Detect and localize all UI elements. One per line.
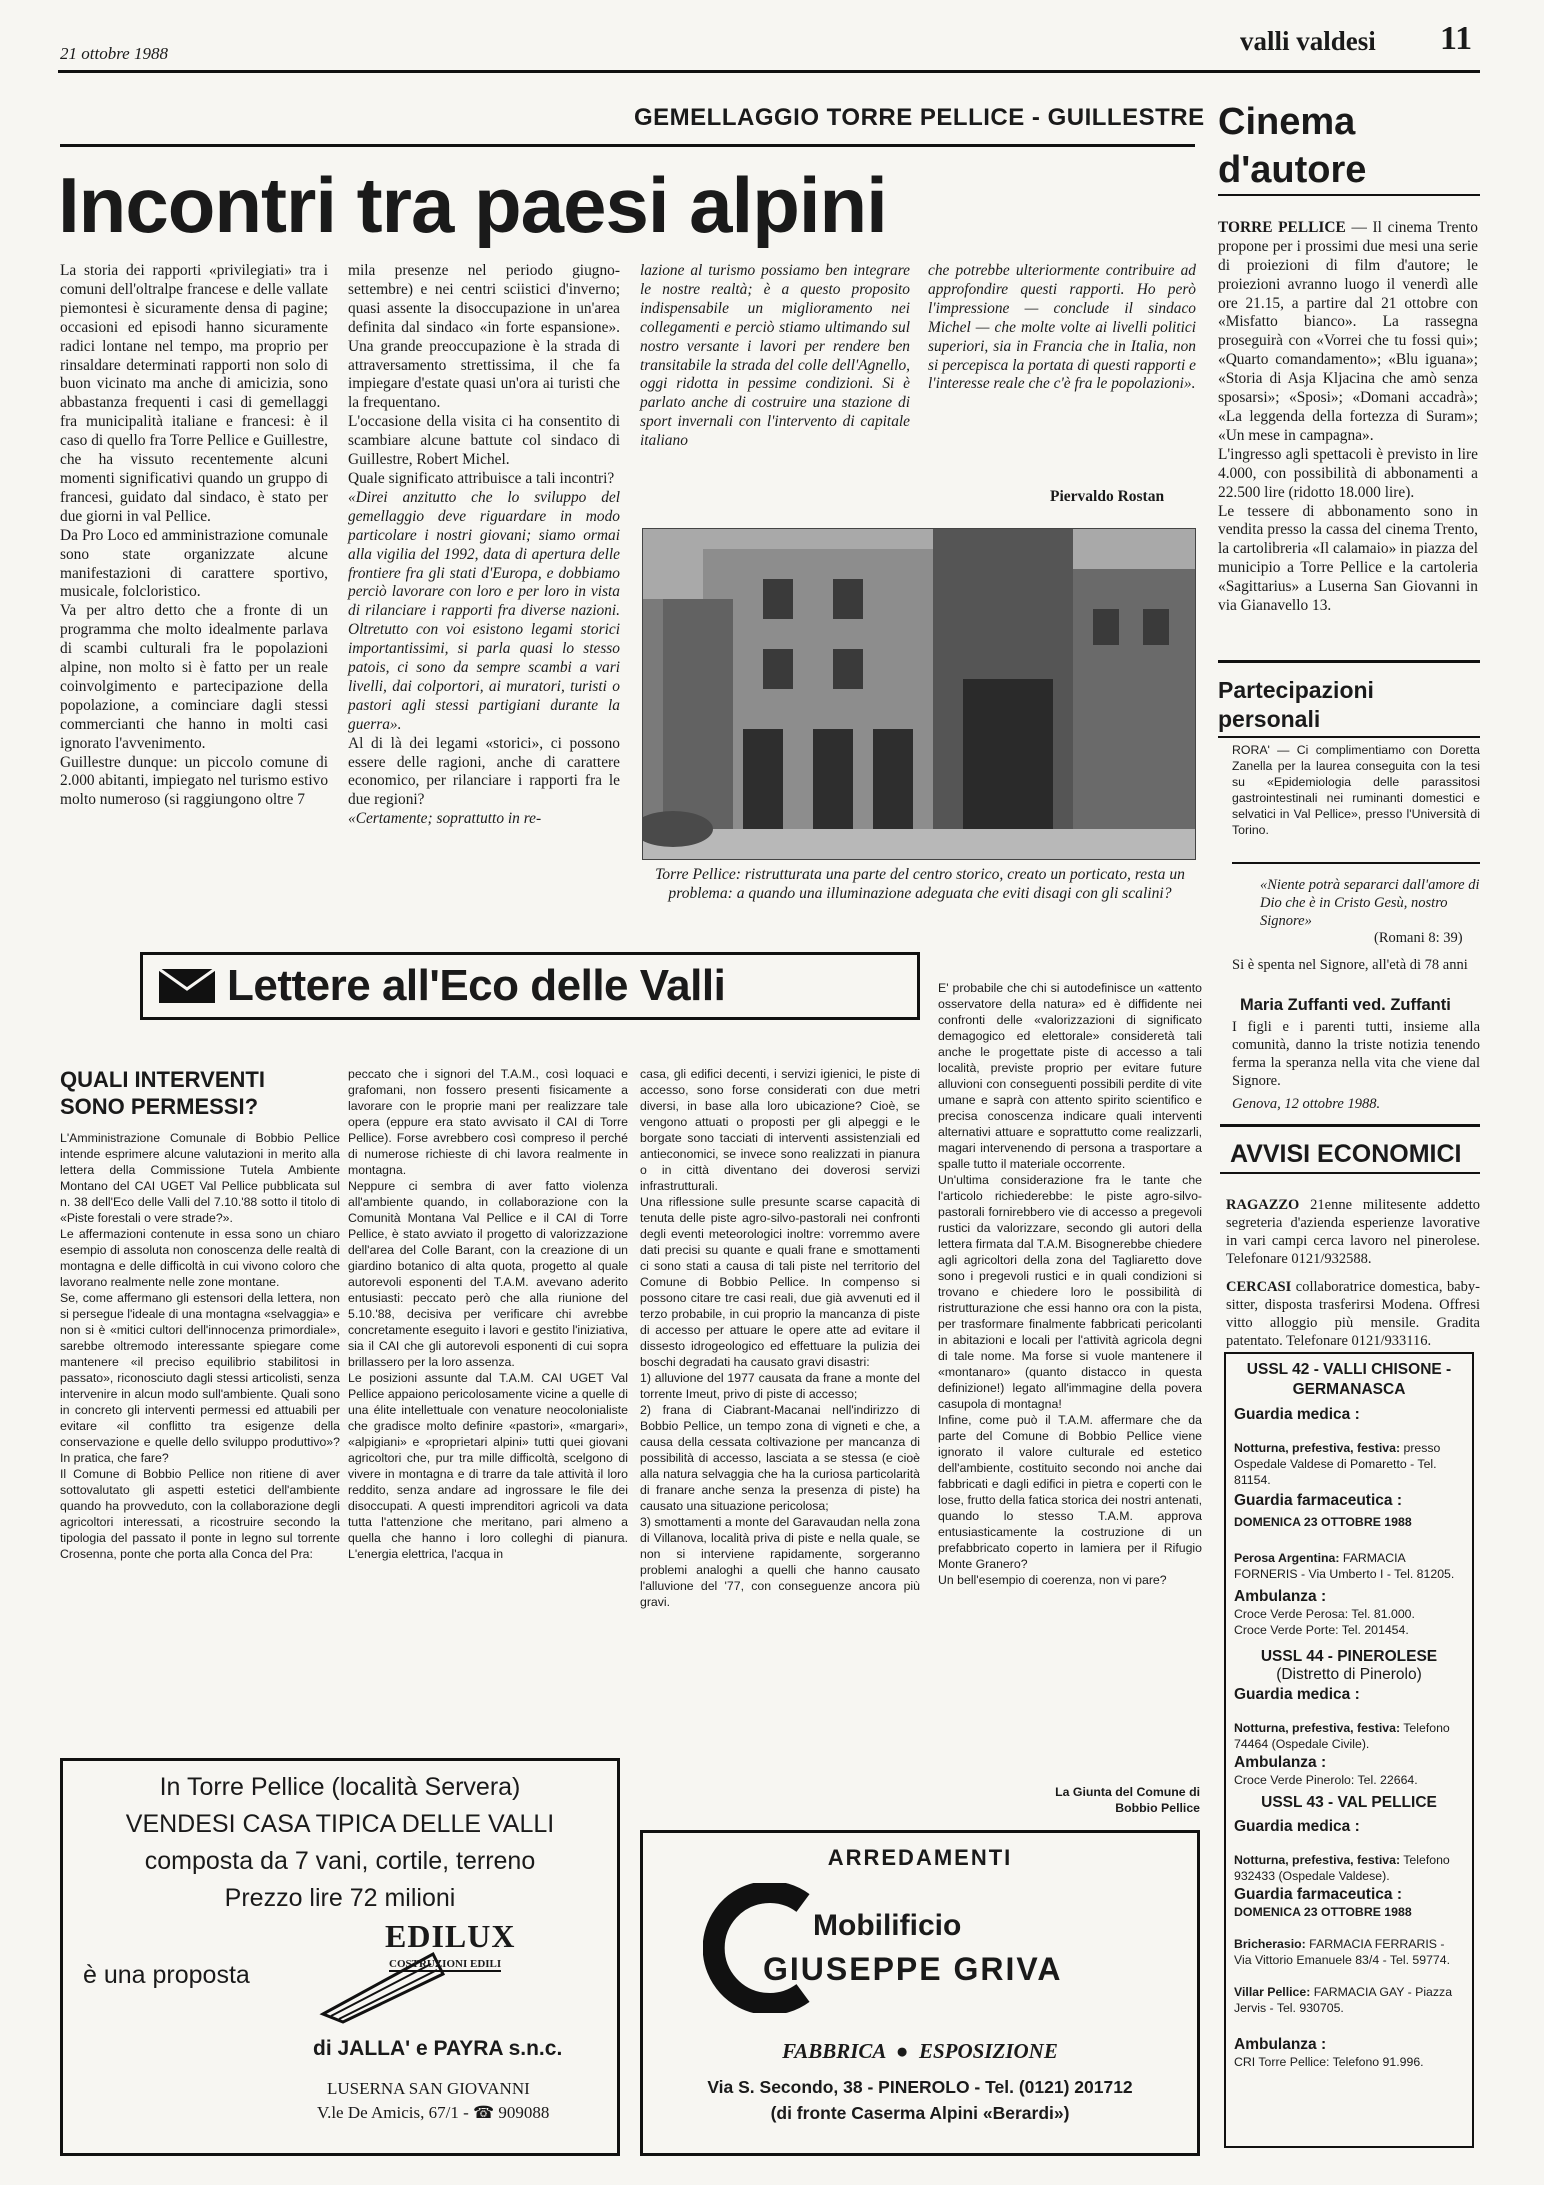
griva-address-2: (di fronte Caserma Alpini «Berardi») xyxy=(770,2103,1070,2123)
griva-header: ARREDAMENTI xyxy=(827,1845,1013,1870)
avvisi-ad-1 xyxy=(1226,1178,1480,1268)
letters-signature: La Giunta del Comune di Bobbio Pellice xyxy=(1055,1785,1200,1815)
ussl-43-gf-text-1 xyxy=(1234,1920,1464,1968)
ussl-42-gf-text xyxy=(1234,1534,1464,1582)
ad-casa-line-2: VENDESI CASA TIPICA DELLE VALLI xyxy=(125,1810,555,1838)
avvisi-title: AVVISI ECONOMICI xyxy=(1230,1140,1462,1168)
ussl-44-amb-text: Croce Verde Pinerolo: Tel. 22664. xyxy=(1234,1773,1418,1787)
article-col4: che potrebbe ulteriormente contribuire ad approfondire questi rapporti. Ho però l'impressione — conclude il sindaco Michel — che molte volte ai livelli politici superiori, sia in Francia che in Italia, non si percepisca la portata di questi rapporti e l'interesse reale che c'è fra le popolazioni». xyxy=(928,262,1196,393)
ad-casa-proposta: è una proposta xyxy=(83,1961,250,1989)
article-title: Incontri tra paesi alpini xyxy=(58,161,887,249)
ussl-43-guardia-farmaceutica: Guardia farmaceutica : xyxy=(1234,1886,1402,1903)
ussl-44-gm-body: Telefono 74464 (Ospedale Civile). xyxy=(1234,1721,1450,1751)
griva-fabbrica-line xyxy=(643,2039,1197,2064)
ussl-42-guardia-medica: Guardia medica : xyxy=(1234,1406,1360,1423)
letters-col4: E' probabile che chi si autodefinisce un «attento osservatore della natura» ed è diffidente nei confronti delle «valorizzazioni di significato demagogico ed elettorale» consideretà tali anche le progettate piste di accesso a tali località, previste proprio per evitare future alluvioni con conseguenti possibili perdite di vite umane e saprà con attento spirito scientifico e precisa conoscenza indicare quali interventi alternativi attuare e soprattutto come realizzarli, magari intervenendo di persona a trasportare a spalle tutto il materiale occorrente. Un'ultima considerazione fra le tante che l'articolo richiederebbe: le piste agro-silvo-pastorali fornirebbero vie di accesso a pregevoli rustici da valorizzare, secondo gli autori della lettera firmata dal T.A.M. Bisognerebbe chiedere agli agricoltori della zona del Tagliaretto dove sono i pregevoli rustici e in quali condizioni si trovano e chiedere loro le possibilità di ristrutturazione che essi hanno ora con la pista, per trasformare finalmente fabbricati pericolanti in abitazioni e locali per l'attività agricola degni di tale nome. Ma forse si vuole mantenere il «montanaro» (quanto distacco in questa definizione!) legato all'immagine della povera casupola di montagna! Infine, come può il T.A.M. affermare che da parte del Comune di Bobbio Pellice viene ignorato il valore culturale ed estetico dell'ambiente, costituito secondo noi anche dai fabbricati e dagli edifici in pietra e coperti con le lose, frutto della fatica storica dei nostri antenati, quando lo stesso T.A.M. approva entusiasticamente la costruzione di un prefabbricato coperto in lamiera per il Rifugio Monte Granero? Un bell'esempio di coerenza, non vi pare? xyxy=(938,981,1202,1587)
ussl-42-ambulanza: Ambulanza : xyxy=(1234,1588,1327,1605)
avvisi-rule xyxy=(1220,1172,1480,1174)
letters-banner xyxy=(140,952,920,1020)
ussl-44-ambulanza: Ambulanza : xyxy=(1234,1754,1327,1771)
cinema-title: Cinema d'autore xyxy=(1218,101,1367,191)
letters-col1: L'Amministrazione Comunale di Bobbio Pellice intende esprimere alcune valutazioni in merito alla lettera della Commissione Tutela Ambiente Montano del CAI UGET Val Pellice pubblicata sul n. 38 dell'Eco delle Valli del 7.10.'88 sotto il titolo di «Piste forestali o vere strade?». Le affermazioni contenute in essa sono un chiaro esempio di assoluta non conoscenza delle realtà di montagna e delle difficoltà in cui vivono coloro che lavorano realmente nelle zone montane. Se, come affermano gli estensori della lettera, non si persegue l'ideale di una montagna «selvaggia» e non si è «mitici cultori dell'innocenza primordiale», sarebbe oltremodo interessante spiegare come mantenere «il preciso equilibrio stabilitosi in passato», riconosciuto dagli stessi articolisti, senza intervenire in alcun modo sull'ambiente. Quali sono in concreto gli interventi permessi ed attuabili per evitare «il conflitto tra esigenze della conservazione e quelle dello sviluppo produttivo»? In pratica, che fare? Il Comune di Bobbio Pellice non ritiene di aver sottovalutato gli aspetti estetici dell'ambiente quando ha provveduto, con la collaborazione degli agricoltori interessati, a ricostruire secondo la tipologia del passato il ponte in legno sul torrente Crosenna, ponte che porta alla Conca del Pra: xyxy=(60,1131,340,1561)
ad-casa-city: LUSERNA SAN GIOVANNI xyxy=(327,2079,530,2098)
ad-casa-firm: di JALLA' e PAYRA s.n.c. xyxy=(313,2037,563,2060)
partecipazioni-rule xyxy=(1218,736,1480,738)
ad-casa-line-3: composta da 7 vani, cortile, terreno xyxy=(144,1847,536,1875)
header-rule xyxy=(58,70,1480,73)
article-col1: La storia dei rapporti «privilegiati» tra i comuni dell'oltralpe francese e delle vallate piemontesi è sicuramente densa di pagine; occasioni ed episodi hanno sicuramente radici lontane nel tempo, ma proprio per rinsaldare determinati rapporti non solo di buon vicinato ma anche di amicizia, sono abbastanza frequenti i casi di gemellaggi fra municipalità italiane e francesi: è il caso di quello fra Torre Pellice e Guillestre, che ha vissuto recentemente alcuni momenti significativi quando un gruppo di francesi, guidato dal sindaco, è stato per due giorni in val Pellice. Da Pro Loco ed amministrazione comunale sono state organizzate alcune manifestazioni di carattere sportivo, musicale, folcloristico. Va per altro detto che a fronte di un programma che molto idealmente parlava di scambi culturali fra le popolazioni alpine, non molto si è fatto per un reale coinvolgimento e partecipazione della popolazione, a cominciare dagli stessi commercianti che hanno in molti casi ignorato l'avvenimento. Guillestre dunque: un piccolo comune di 2.000 abitanti, impiegato nel turismo estivo molto numeroso (si raggiungono oltre 7 xyxy=(60,262,329,809)
article-col2 xyxy=(348,262,620,829)
ussl-44-gm-lead: Notturna, prefestiva, festiva: xyxy=(1234,1721,1401,1735)
article-col2-question: Al di là dei legami «storici», ci possono essere delle ragioni, anche di carattere economico, per rilanciare i rapporti fra le due regioni? xyxy=(348,734,620,809)
ussl-44-subtitle: (Distretto di Pinerolo) xyxy=(1276,1666,1422,1683)
ussl-44-gm-text xyxy=(1234,1704,1464,1752)
article-col2-answer: «Certamente; soprattutto in re- xyxy=(348,810,542,828)
avvisi-ad-1-text: 21enne militesente addetto segreteria d'azienda esperienze lavorative in vari campi cerca lavoro nel pinerolese. Telefonare 0121/932588. xyxy=(1226,1197,1480,1267)
ussl-42-gf-body: FARMACIA FORNERIS - Via Umberto I - Tel. 81205. xyxy=(1234,1551,1455,1581)
ad-casa-line-4: Prezzo lire 72 milioni xyxy=(224,1884,456,1912)
newspaper-name: valli valdesi xyxy=(1240,26,1376,56)
ussl-43-gf1-lead: Bricherasio: xyxy=(1234,1937,1306,1951)
ussl-42-title: USSL 42 - VALLI CHISONE - GERMANASCA xyxy=(1246,1361,1452,1398)
letters-banner-text: Lettere all'Eco delle Valli xyxy=(227,961,726,1010)
letters-col3: casa, gli edifici decenti, i servizi igienici, le piste di accesso, sono forse considerati con due metri diversi, in base alla loro ubicazione? Cioè, se vengono attuati o proposti per gli alpeggi e le borgate sono tacciati di interventi assistenziali ed antieconomici, se invece sono realizzati in pianura o in città diventano dei doverosi servizi infrastrutturali. Una riflessione sulle presunte scarse capacità di tenuta delle piste agro-silvo-pastorali nei confronti degli eventi meteorologici inoltre: vorremmo avere dati precisi su quante e quali frane e smottamenti ci sono stati a causa di tali piste nel territorio del Comune di Bobbio Pellice. In compenso si possono citare tre casi reali, due già avvenuti ed il terzo probabile, in cui proprio la mancanza di piste di accesso per attuare le opere atte ad evitare il dissesto idrogeologico ed effettuare la pulizia dei boschi degradati ha causato gravi disastri: 1) alluvione del 1977 causata da frane a monte del torrente Imeut, privo di piste di accesso; 2) frana di Ciabrant-Macanai nell'indirizzo di Bobbio Pellice, un tempo zona di vigneti e che, a causa della cessata coltivazione per mancanza di possibilità di accesso, lasciata a se stessa (e cioè alla natura selvaggia che ha la curiosa particolarità di franare anche senza la presenza di piste) ha causato una situazione pericolosa; 3) smottamenti a monte del Garavaudan nella zona di Villanova, località priva di piste e nella quale, se non si interviene rapidamente, sorgeranno problemi analoghi a quelli che hanno causato l'alluvione del '77, con conseguenze ancora più gravi. xyxy=(640,1067,920,1609)
page-date: 21 ottobre 1988 xyxy=(60,44,168,63)
ad-casa-address: V.le De Amicis, 67/1 - ☎ 909088 xyxy=(317,2103,550,2122)
griva-esposizione: ESPOSIZIONE xyxy=(918,2039,1058,2063)
ussl-43-gm-body: Telefono 932433 (Ospedale Valdese). xyxy=(1234,1853,1450,1883)
article-col2-interview: «Direi anzitutto che lo sviluppo del gemellaggio deve riguardare in modo particolare i nostri giovani; siamo ormai alla vigilia del 1992, data di apertura delle frontiere fra gli stati d'Europa, e dobbiamo perciò lavorare con loro e per loro in vista di rilanciare i rapporti fra diverse nazioni. Oltretutto con voi esistono legami storici importantissimi, si parla quasi lo stesso patois, ci sono da sempre scambi a vari livelli, dai colportori, ai muratori, turisti o pastori agli stessi partigiani durante la guerra». xyxy=(348,488,620,733)
partecipazioni-rule-2 xyxy=(1232,862,1480,864)
griva-logo xyxy=(703,1883,1133,2023)
avvisi-ad-1-lead: RAGAZZO xyxy=(1226,1197,1300,1213)
letters-col2: peccato che i signori del T.A.M., così loquaci e grafomani, non fossero presenti fisicamente a lavorare con le proprie mani per realizzare tale opera (eppure era stato avvisato il CAI di Torre Pellice). Forse avrebbero così compreso il perché di numerose richieste di chi lavora realmente in montagna. Neppure ci sembra di aver fatto violenza all'ambiente quando, in collaborazione con la Comunità Montana Val Pellice e il CAI di Torre Pellice, è stato avviato il progetto di valorizzazione dell'area del Colle Barant, con la creazione di un giardino botanico di alta quota, progetto al quale autorevoli esponenti del T.A.M. avevano aderito entusiasti: peccato però che alla riunione del 5.10.'88, decisiva per verificare chi avrebbe concretamente eseguito i lavori e gestito l'iniziativa, sia il CAI che gli autorevoli esponenti di cui sopra brillassero per la loro assenza. Le posizioni assunte dal T.A.M. CAI UGET Val Pellice appaiono pericolosamente vicine a quelle di una élite intellettuale con venature neocolonialiste che gradisce molto definire «pastori», «margari», «alpigiani» e «proprietari alpini» tutti quei giovani agricoltori che, pur tra mille difficoltà, scelgono di vivere in montagna e di trarre da tale attività il loro reddito, senza andare ad ingrossare le file dei disoccupati. A questi imprenditori agricoli va data tutta l'attenzione che meritano, pari almeno a quella che hanno i loro colleghi di pianura. L'energia elettrica, l'acqua in xyxy=(348,1067,628,1561)
ussl-42-amb-text: Croce Verde Perosa: Tel. 81.000. Croce Verde Porte: Tel. 201454. xyxy=(1234,1607,1415,1637)
article-author: Piervaldo Rostan xyxy=(1050,488,1165,505)
griva-g-icon xyxy=(703,1883,823,2013)
ad-casa-line-1: In Torre Pellice (località Servera) xyxy=(159,1773,521,1801)
ussl-43-gf2-lead: Villar Pellice: xyxy=(1234,1985,1311,1999)
ussl-43-ambulanza: Ambulanza : xyxy=(1234,2036,1327,2053)
photo-caption: Torre Pellice: ristrutturata una parte del centro storico, creato un porticato, resta un problema: a quando una illuminazione adeguata che eviti disagi con gli scalini? xyxy=(655,866,1185,902)
envelope-icon xyxy=(159,969,215,1003)
partecipazioni-text: RORA' — Ci complimentiamo con Doretta Zanella per la laurea conseguita con la tesi su «Epidemiologia delle parassitosi gastrointestinali nei ruminanti domestici e selvatici in Val Pellice», presso l'Università di Torino. xyxy=(1232,743,1480,837)
cinema-lead: TORRE PELLICE xyxy=(1218,218,1346,236)
ad-griva xyxy=(640,1830,1200,2156)
death-notice: Si è spenta nel Signore, all'età di 78 anni xyxy=(1232,957,1468,973)
ussl-42-gm-text xyxy=(1234,1424,1464,1488)
ussl-42-guardia-farmaceutica: Guardia farmaceutica : xyxy=(1234,1492,1402,1509)
bible-reference: (Romani 8: 39) xyxy=(1374,930,1463,946)
article-col3: lazione al turismo possiamo ben integrare le nostre realtà; è a questo proposito indispensabile un miglioramento nei collegamenti e perciò stiamo ultimando sul nostro versante i lavori per rendere ben transitabile la strada del colle dell'Agnello, oggi ridotta in pessime condizioni. Si è parlato anche di costruire una stazione di sport invernali con l'intervento di capitale italiano xyxy=(640,262,910,450)
ad-casa xyxy=(60,1758,620,2156)
ussl-43-guardia-medica: Guardia medica : xyxy=(1234,1818,1360,1835)
ussl-43-gf2-body: FARMACIA GAY - Piazza Jervis - Tel. 930705. xyxy=(1234,1985,1453,2015)
ussl-43-title: USSL 43 - VAL PELLICE xyxy=(1261,1794,1437,1811)
edilux-subtitle: COSTRUZIONI EDILI xyxy=(389,1958,502,1970)
cinema-body: — Il cinema Trento propone per i prossimi due mesi una serie di proiezioni di film d'autore; le proiezioni avranno luogo il venerdì alle ore 21.15, a partire dal 21 ottobre con «Misfatto bianco». La rassegna proseguirà con «Vorrei che tu fossi qui»; «Quarto comandamento»; «Blu iguana»; «Storia di Asja Kljacina che amò senza sposarsi»; «Sposi»; «Domani accadrà»; «La leggenda della fortezza di Suram»; «Un mese in campagna». L'ingresso agli spettacoli è previsto in lire 4.000, con possibilità di abbonamenti a 22.500 lire (ridotto 18.000 lire). Le tessere di abbonamento sono in vendita presso la cassa del cinema Trento, la cartolibreria «Il calamaio» in piazza del municipio a Torre Pellice e la cartoleria «Sagittarius» a Luserna San Giovanni in via Gianavello 13. xyxy=(1218,218,1478,615)
ussl-43-gm-text xyxy=(1234,1836,1464,1884)
edilux-brand: EDILUX xyxy=(385,1918,516,1954)
deceased-name: Maria Zuffanti ved. Zuffanti xyxy=(1240,996,1451,1014)
cinema-text xyxy=(1218,200,1478,616)
ussl-44-title: USSL 44 - PINEROLESE xyxy=(1260,1648,1438,1665)
page-number: 11 xyxy=(1440,20,1473,57)
partecipazioni-title: Partecipazioni personali xyxy=(1218,677,1374,732)
griva-address: Via S. Secondo, 38 - PINEROLO - Tel. (0121) 201712 xyxy=(707,2077,1133,2097)
ussl-43-gf-date: DOMENICA 23 OTTOBRE 1988 xyxy=(1234,1905,1412,1919)
griva-fabbrica: FABBRICA xyxy=(782,2039,886,2063)
article-col2-text-a: mila presenze nel periodo giugno-settembre) e nei centri sciistici d'inverno; quasi assente la disoccupazione in un'area definita dal sindaco «in forte espansione». Una grande preoccupazione è la strada di attraversamento strettissima, il che fa impiegare d'estate quasi un'ora ai turisti che la frequentano. L'occasione della visita ci ha consentito di scambiare alcune battute col sindaco di Guillestre, Robert Michel. Quale significato attribuisce a tali incontri? xyxy=(348,262,620,487)
family-notice: I figli e i parenti tutti, insieme alla comunità, danno la triste notizia tenendo ferma la speranza nella vita che viene dal Signore. xyxy=(1232,1019,1480,1089)
cinema-bottom-rule xyxy=(1218,660,1480,663)
avvisi-ad-2-text: collaboratrice domestica, baby-sitter, disposta trasferirsi Modena. Offresi vitto alloggio più mensile. Gradita patentato. Telefonare 0121/933116. xyxy=(1226,1279,1480,1349)
griva-brand-2: GIUSEPPE GRIVA xyxy=(763,1951,1063,1987)
letters-title: QUALI INTERVENTI SONO PERMESSI? xyxy=(60,1067,265,1119)
avvisi-top-rule xyxy=(1220,1124,1480,1127)
avvisi-ad-2 xyxy=(1226,1260,1480,1350)
ussl-43-gf1-body: FARMACIA FERRARIS - Via Vittorio Emanuele 83/4 - Tel. 59774. xyxy=(1234,1937,1451,1967)
ussl-42-gm-lead: Notturna, prefestiva, festiva: xyxy=(1234,1441,1401,1455)
bullet-icon: ● xyxy=(890,2039,914,2063)
griva-brand-1: Mobilificio xyxy=(813,1909,962,1942)
cinema-rule xyxy=(1218,194,1480,196)
bible-quote: «Niente potrà separarci dall'amore di Dio che è in Cristo Gesù, nostro Signore» xyxy=(1260,877,1480,929)
place-date: Genova, 12 ottobre 1988. xyxy=(1232,1096,1381,1112)
ussl-42-gm-body: presso Ospedale Valdese di Pomaretto - Tel. 81154. xyxy=(1234,1441,1441,1487)
ussl-42-gf-date: DOMENICA 23 OTTOBRE 1988 xyxy=(1234,1515,1412,1529)
ussl-43-gf-text-2 xyxy=(1234,1968,1464,2016)
ussl-43-amb-text: CRI Torre Pellice: Telefono 91.996. xyxy=(1234,2055,1424,2069)
avvisi-ad-2-lead: CERCASI xyxy=(1226,1279,1292,1295)
street-photo xyxy=(642,528,1196,860)
kicker-rule xyxy=(60,144,1195,147)
ussl-42-gf-lead: Perosa Argentina: xyxy=(1234,1551,1340,1565)
ussl-43-gm-lead: Notturna, prefestiva, festiva: xyxy=(1234,1853,1401,1867)
article-kicker: GEMELLAGGIO TORRE PELLICE - GUILLESTRE xyxy=(634,104,1205,131)
ussl-44-guardia-medica: Guardia medica : xyxy=(1234,1686,1360,1703)
edilux-logo xyxy=(313,1916,593,2026)
ussl-box xyxy=(1224,1352,1474,2148)
